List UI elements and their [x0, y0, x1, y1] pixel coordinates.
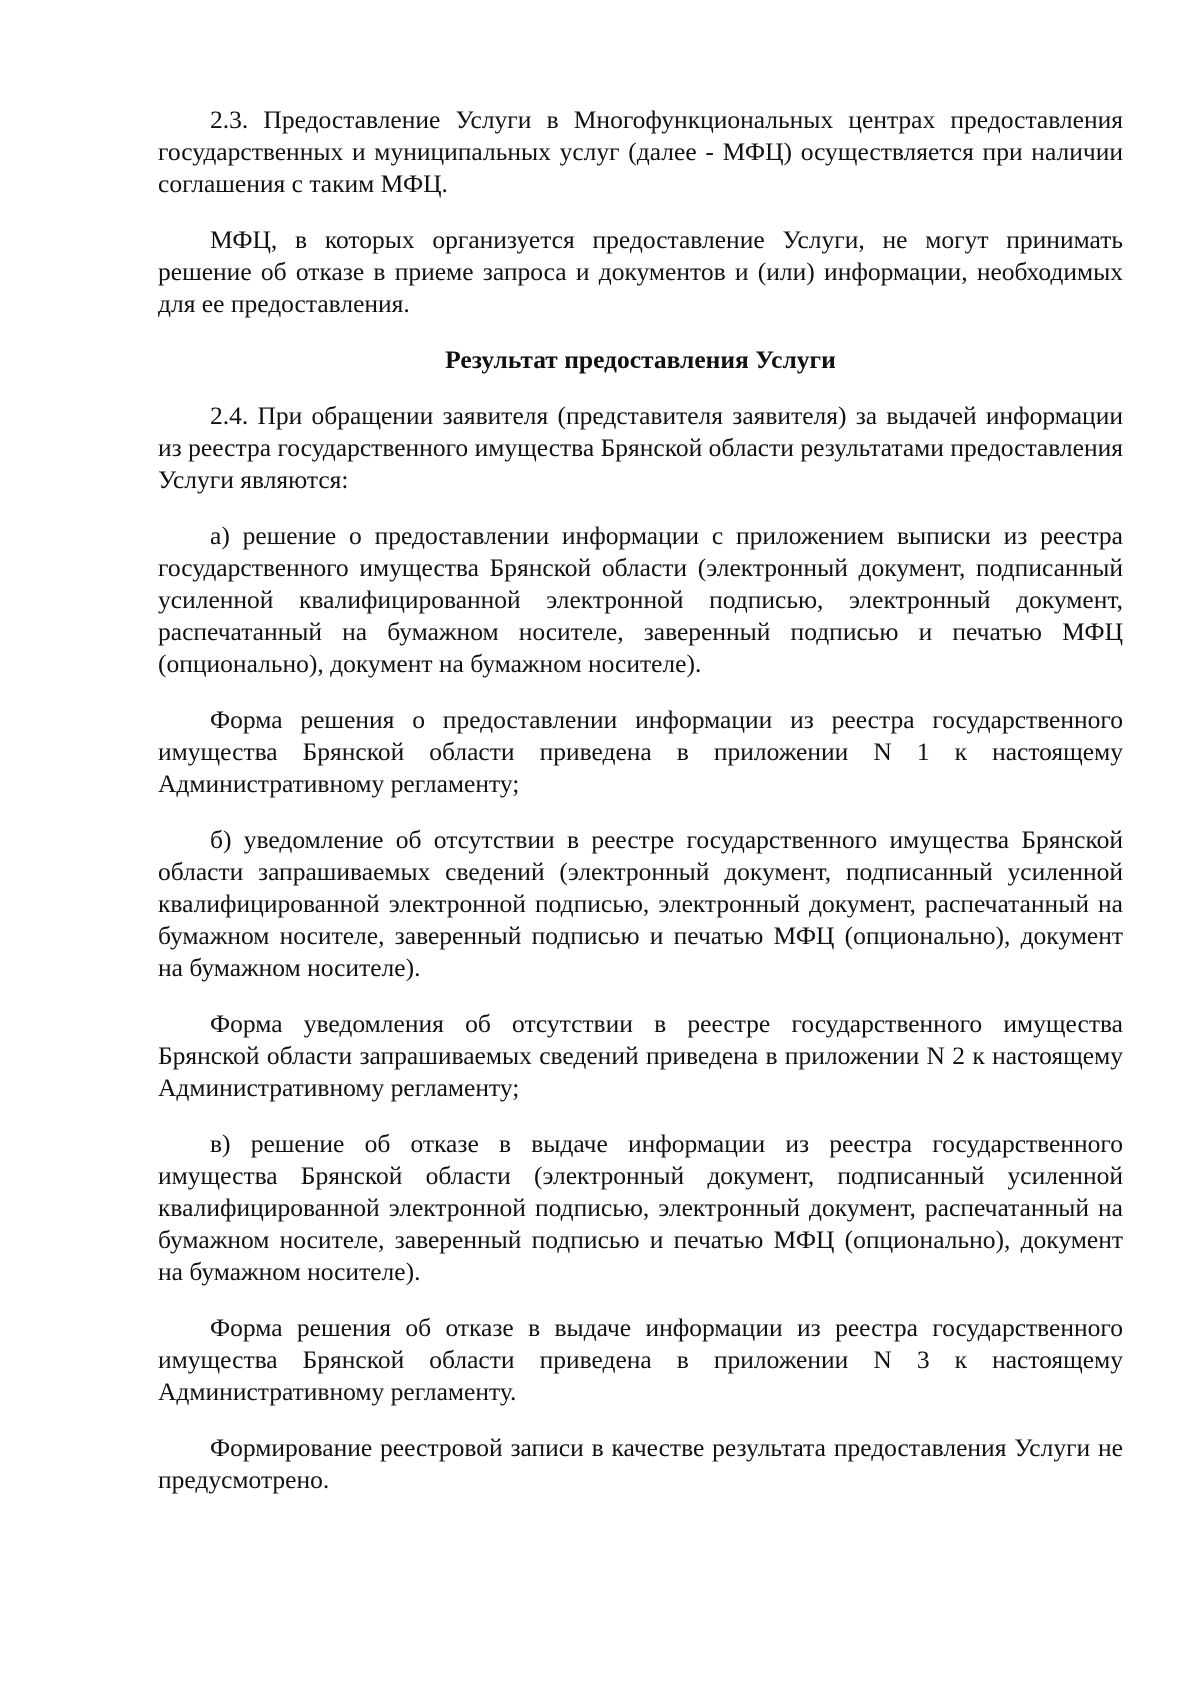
paragraph-item-a: а) решение о предоставлении информации с приложением выписки из реестра государственного имущества Брянской области (электронный документ, подписанный усиленной квалифицированной электронной подписью, электронный документ, распечатанный на бумажном носителе, заверенный подписью и печатью МФЦ (опционально), документ на бумажном носителе). — [158, 521, 1123, 678]
paragraph-form-2: Форма уведомления об отсутствии в реестре государственного имущества Брянской области запрашиваемых сведений приведена в приложении N 2 к настоящему Административному регламенту; — [158, 1009, 1123, 1102]
paragraph-form-1: Форма решения о предоставлении информации из реестра государственного имущества Брянской области приведена в приложении N 1 к настоящему Административному регламенту; — [158, 705, 1123, 798]
paragraph-registry-record: Формирование реестровой записи в качестве результата предоставления Услуги не предусмотрено. — [158, 1433, 1123, 1494]
paragraph-mfc-restriction: МФЦ, в которых организуется предоставление Услуги, не могут принимать решение об отказе в приеме запроса и документов и (или) информации, необходимых для ее предоставления. — [158, 225, 1123, 318]
paragraph-item-b: б) уведомление об отсутствии в реестре государственного имущества Брянской области запрашиваемых сведений (электронный документ, подписанный усиленной квалифицированной электронной подписью, электронный документ, распечатанный на бумажном носителе, заверенный подписью и печатью МФЦ (опционально), документ на бумажном носителе). — [158, 825, 1123, 982]
paragraph-2-4: 2.4. При обращении заявителя (представителя заявителя) за выдачей информации из реестра государственного имущества Брянской области результатами предоставления Услуги являются: — [158, 401, 1123, 494]
paragraph-2-3: 2.3. Предоставление Услуги в Многофункциональных центрах предоставления государственных и муниципальных услуг (далее - МФЦ) осуществляется при наличии соглашения с таким МФЦ. — [158, 105, 1123, 198]
paragraph-form-3: Форма решения об отказе в выдаче информации из реестра государственного имущества Брянской области приведена в приложении N 3 к настоящему Административному регламенту. — [158, 1313, 1123, 1406]
document-page — [158, 104, 1123, 1520]
section-heading: Результат предоставления Услуги — [445, 345, 836, 374]
paragraph-item-v: в) решение об отказе в выдаче информации из реестра государственного имущества Брянской области (электронный документ, подписанный усиленной квалифицированной электронной подписью, электронный документ, распечатанный на бумажном носителе, заверенный подписью и печатью МФЦ (опционально), документ на бумажном носителе). — [158, 1129, 1123, 1286]
